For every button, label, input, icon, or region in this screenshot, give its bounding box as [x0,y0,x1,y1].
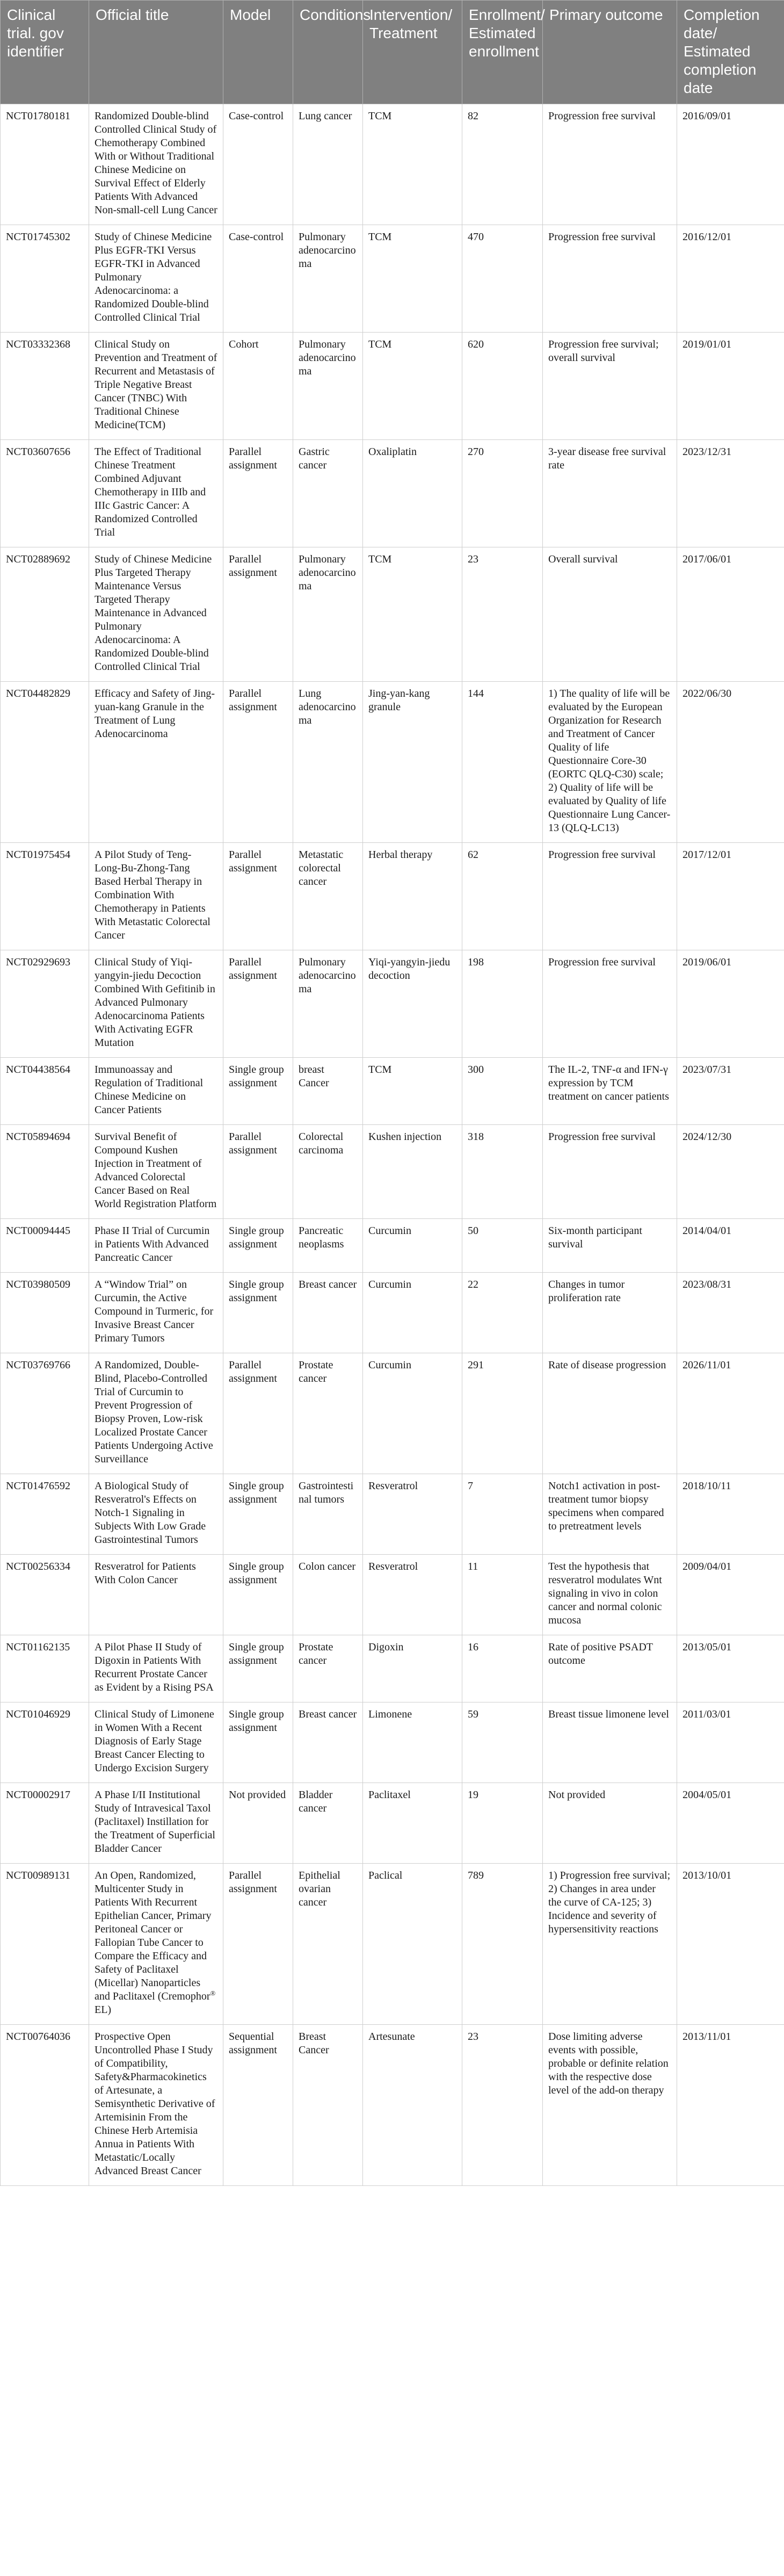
cell-intervention: TCM [363,1058,462,1125]
cell-completion-date: 2016/09/01 [677,104,784,225]
cell-condition: Gastrointestinal tumors [293,1474,363,1555]
cell-identifier: NCT00989131 [1,1864,89,2025]
table-row [1,1555,784,1635]
cell-identifier: NCT01046929 [1,1702,89,1783]
cell-completion-date: 2013/10/01 [677,1864,784,2025]
cell-condition: Epithelial ovarian cancer [293,1864,363,2025]
cell-enrollment: 7 [462,1474,543,1555]
cell-primary-outcome: Changes in tumor proliferation rate [543,1273,677,1353]
table-row [1,682,784,843]
table-row [1,1353,784,1474]
table-row [1,1219,784,1273]
cell-condition: Prostate cancer [293,1353,363,1474]
cell-model: Not provided [223,1783,293,1864]
cell-primary-outcome: Rate of disease progression [543,1353,677,1474]
cell-intervention: Resveratrol [363,1555,462,1635]
cell-model: Parallel assignment [223,1125,293,1219]
cell-enrollment: 291 [462,1353,543,1474]
cell-condition: Breast Cancer [293,2025,363,2186]
cell-completion-date: 2013/05/01 [677,1635,784,1702]
cell-primary-outcome: Progression free survival [543,1125,677,1219]
cell-enrollment: 82 [462,104,543,225]
cell-identifier: NCT03769766 [1,1353,89,1474]
cell-enrollment: 198 [462,950,543,1058]
cell-enrollment: 50 [462,1219,543,1273]
cell-enrollment: 22 [462,1273,543,1353]
cell-identifier: NCT01780181 [1,104,89,225]
cell-model: Parallel assignment [223,547,293,682]
cell-primary-outcome: 1) Progression free survival; 2) Changes in area under the curve of CA-125; 3) Incidence and severity of hypersensitivity reactions [543,1864,677,2025]
cell-completion-date: 2017/06/01 [677,547,784,682]
cell-enrollment: 62 [462,843,543,950]
header-official-title: Official title [89,1,223,104]
cell-primary-outcome: Overall survival [543,547,677,682]
table-row [1,1474,784,1555]
cell-completion-date: 2017/12/01 [677,843,784,950]
table-row [1,225,784,333]
cell-condition: Pancreatic neoplasms [293,1219,363,1273]
cell-official-title: Resveratrol for Patients With Colon Cancer [89,1555,223,1635]
cell-official-title: Efficacy and Safety of Jing-yuan-kang Granule in the Treatment of Lung Adenocarcinoma [89,682,223,843]
cell-intervention: Resveratrol [363,1474,462,1555]
cell-intervention: Yiqi-yangyin-jiedu decoction [363,950,462,1058]
cell-identifier: NCT03332368 [1,333,89,440]
header-intervention: Intervention/ Treatment [363,1,462,104]
cell-enrollment: 16 [462,1635,543,1702]
table-row [1,440,784,547]
cell-enrollment: 19 [462,1783,543,1864]
cell-identifier: NCT02929693 [1,950,89,1058]
cell-condition: Lung cancer [293,104,363,225]
cell-model: Single group assignment [223,1273,293,1353]
cell-intervention: TCM [363,225,462,333]
cell-primary-outcome: Six-month participant survival [543,1219,677,1273]
cell-completion-date: 2023/08/31 [677,1273,784,1353]
cell-model: Single group assignment [223,1474,293,1555]
cell-condition: Colon cancer [293,1555,363,1635]
cell-official-title: The Effect of Traditional Chinese Treatment Combined Adjuvant Chemotherapy in IIIb and IIIc Gastric Cancer: A Randomized Controlled Trial [89,440,223,547]
cell-intervention: Paclical [363,1864,462,2025]
cell-enrollment: 470 [462,225,543,333]
cell-identifier: NCT01975454 [1,843,89,950]
cell-primary-outcome: Test the hypothesis that resveratrol modulates Wnt signaling in vivo in colon cancer and normal colonic mucosa [543,1555,677,1635]
cell-identifier: NCT01476592 [1,1474,89,1555]
cell-model: Case-control [223,104,293,225]
cell-official-title: Study of Chinese Medicine Plus EGFR-TKI Versus EGFR-TKI in Advanced Pulmonary Adenocarcinoma: a Randomized Double-blind Controlled Clinical Trial [89,225,223,333]
cell-official-title: A Biological Study of Resveratrol's Effects on Notch-1 Signaling in Subjects With Low Grade Gastrointestinal Tumors [89,1474,223,1555]
table-row [1,1783,784,1864]
cell-model: Case-control [223,225,293,333]
cell-completion-date: 2018/10/11 [677,1474,784,1555]
cell-official-title: Study of Chinese Medicine Plus Targeted Therapy Maintenance Versus Targeted Therapy Maintenance in Advanced Pulmonary Adenocarcinoma: A Randomized Double-blind Controlled Clinical Trial [89,547,223,682]
cell-enrollment: 318 [462,1125,543,1219]
cell-official-title: A Pilot Study of Teng-Long-Bu-Zhong-Tang Based Herbal Therapy in Combination With Chemotherapy in Patients With Metastatic Colorectal Cancer [89,843,223,950]
cell-condition: Breast cancer [293,1273,363,1353]
cell-enrollment: 300 [462,1058,543,1125]
table-body [1,104,784,2186]
cell-primary-outcome: Progression free survival [543,950,677,1058]
cell-primary-outcome: Progression free survival [543,225,677,333]
cell-condition: Bladder cancer [293,1783,363,1864]
cell-primary-outcome: Progression free survival; overall survival [543,333,677,440]
header-conditions: Conditions [293,1,363,104]
cell-official-title: A Phase I/II Institutional Study of Intravesical Taxol (Paclitaxel) Instillation for the Treatment of Superficial Bladder Cancer [89,1783,223,1864]
cell-primary-outcome: Progression free survival [543,104,677,225]
cell-enrollment: 59 [462,1702,543,1783]
cell-identifier: NCT04482829 [1,682,89,843]
table-row [1,1702,784,1783]
header-primary-outcome: Primary outcome [543,1,677,104]
cell-official-title: Survival Benefit of Compound Kushen Injection in Treatment of Advanced Colorectal Cancer Based on Real World Registration Platform [89,1125,223,1219]
cell-completion-date: 2013/11/01 [677,2025,784,2186]
cell-model: Parallel assignment [223,950,293,1058]
cell-intervention: Oxaliplatin [363,440,462,547]
cell-condition: Pulmonary adenocarcinoma [293,950,363,1058]
cell-intervention: Jing-yan-kang granule [363,682,462,843]
cell-intervention: Curcumin [363,1273,462,1353]
cell-model: Single group assignment [223,1635,293,1702]
cell-condition: Pulmonary adenocarcinoma [293,547,363,682]
cell-enrollment: 11 [462,1555,543,1635]
cell-identifier: NCT04438564 [1,1058,89,1125]
cell-model: Single group assignment [223,1058,293,1125]
header-enrollment: Enrollment/ Estimated enrollment [462,1,543,104]
cell-condition: Pulmonary adenocarcinoma [293,225,363,333]
cell-intervention: Curcumin [363,1353,462,1474]
cell-model: Sequential assignment [223,2025,293,2186]
cell-completion-date: 2026/11/01 [677,1353,784,1474]
cell-enrollment: 23 [462,2025,543,2186]
cell-completion-date: 2009/04/01 [677,1555,784,1635]
cell-primary-outcome: 3-year disease free survival rate [543,440,677,547]
cell-model: Single group assignment [223,1555,293,1635]
cell-completion-date: 2023/07/31 [677,1058,784,1125]
cell-official-title: Clinical Study of Limonene in Women With a Recent Diagnosis of Early Stage Breast Cancer Electing to Undergo Excision Surgery [89,1702,223,1783]
cell-completion-date: 2011/03/01 [677,1702,784,1783]
table-row [1,104,784,225]
cell-condition: Gastric cancer [293,440,363,547]
cell-condition: Breast cancer [293,1702,363,1783]
table-header [1,1,784,104]
cell-primary-outcome: Breast tissue limonene level [543,1702,677,1783]
cell-completion-date: 2019/01/01 [677,333,784,440]
cell-primary-outcome: 1) The quality of life will be evaluated by the European Organization for Research and Treatment of Cancer Quality of life Questionnaire Core-30 (EORTC QLQ-C30) scale; 2) Quality of life will be evaluated by Quality of life Questionnaire Lung Cancer-13 (QLQ-LC13) [543,682,677,843]
cell-primary-outcome: Notch1 activation in post-treatment tumor biopsy specimens when compared to pretreatment levels [543,1474,677,1555]
cell-official-title: A Randomized, Double-Blind, Placebo-Controlled Trial of Curcumin to Prevent Progression of Biopsy Proven, Low-risk Localized Prostate Cancer Patients Undergoing Active Surveillance [89,1353,223,1474]
cell-model: Parallel assignment [223,1864,293,2025]
cell-identifier: NCT00256334 [1,1555,89,1635]
header-row [1,1,784,104]
cell-official-title [89,1864,223,2025]
cell-official-title: Clinical Study on Prevention and Treatment of Recurrent and Metastasis of Triple Negative Breast Cancer (TNBC) With Traditional Chinese Medicine(TCM) [89,333,223,440]
cell-identifier: NCT01162135 [1,1635,89,1702]
cell-intervention: Limonene [363,1702,462,1783]
cell-identifier: NCT00764036 [1,2025,89,2186]
registered-mark: ® [210,1989,216,1997]
cell-enrollment: 789 [462,1864,543,2025]
cell-intervention: Curcumin [363,1219,462,1273]
cell-enrollment: 144 [462,682,543,843]
cell-intervention: Kushen injection [363,1125,462,1219]
cell-intervention: Herbal therapy [363,843,462,950]
cell-identifier: NCT05894694 [1,1125,89,1219]
cell-model: Parallel assignment [223,682,293,843]
cell-completion-date: 2019/06/01 [677,950,784,1058]
cell-condition: Metastatic colorectal cancer [293,843,363,950]
cell-completion-date: 2023/12/31 [677,440,784,547]
cell-official-title: Randomized Double-blind Controlled Clinical Study of Chemotherapy Combined With or Without Traditional Chinese Medicine on Survival Effect of Elderly Patients With Advanced Non-small-cell Lung Cancer [89,104,223,225]
cell-enrollment: 620 [462,333,543,440]
cell-completion-date: 2016/12/01 [677,225,784,333]
cell-enrollment: 23 [462,547,543,682]
cell-official-title: A “Window Trial” on Curcumin, the Active Compound in Turmeric, for Invasive Breast Cancer Primary Tumors [89,1273,223,1353]
cell-model: Parallel assignment [223,1353,293,1474]
cell-intervention: Digoxin [363,1635,462,1702]
cell-enrollment: 270 [462,440,543,547]
cell-official-title: Immunoassay and Regulation of Traditional Chinese Medicine on Cancer Patients [89,1058,223,1125]
cell-identifier: NCT01745302 [1,225,89,333]
table-row [1,1273,784,1353]
cell-identifier: NCT00002917 [1,1783,89,1864]
cell-condition: Colorectal carcinoma [293,1125,363,1219]
table-row [1,1125,784,1219]
header-identifier: Clinical trial. gov identifier [1,1,89,104]
cell-primary-outcome: Not provided [543,1783,677,1864]
cell-completion-date: 2022/06/30 [677,682,784,843]
cell-intervention: TCM [363,333,462,440]
table-row [1,2025,784,2186]
table-row [1,1864,784,2025]
cell-model: Cohort [223,333,293,440]
cell-intervention: TCM [363,547,462,682]
table-row [1,333,784,440]
table-row [1,547,784,682]
cell-intervention: TCM [363,104,462,225]
cell-primary-outcome: The IL-2, TNF-α and IFN-γ expression by TCM treatment on cancer patients [543,1058,677,1125]
table-row [1,1058,784,1125]
title-text: An Open, Randomized, Multicenter Study in Patients With Recurrent Epithelian Cancer, Primary Peritoneal Cancer or Fallopian Tube Cancer to Compare the Efficacy and Safety of Paclitaxel (Micellar) Nanoparticles and Paclitaxel (Cremophor [95,1870,212,2002]
table-row [1,950,784,1058]
cell-primary-outcome: Dose limiting adverse events with possible, probable or definite relation with the respective dose level of the add-on therapy [543,2025,677,2186]
cell-identifier: NCT02889692 [1,547,89,682]
cell-intervention: Artesunate [363,2025,462,2186]
cell-condition: Lung adenocarcinoma [293,682,363,843]
cell-condition: Pulmonary adenocarcinoma [293,333,363,440]
cell-intervention: Paclitaxel [363,1783,462,1864]
header-completion-date: Completion date/ Estimated completion date [677,1,784,104]
cell-official-title: Phase II Trial of Curcumin in Patients With Advanced Pancreatic Cancer [89,1219,223,1273]
cell-completion-date: 2014/04/01 [677,1219,784,1273]
cell-official-title: A Pilot Phase II Study of Digoxin in Patients With Recurrent Prostate Cancer as Evident by a Rising PSA [89,1635,223,1702]
cell-identifier: NCT00094445 [1,1219,89,1273]
cell-model: Parallel assignment [223,843,293,950]
cell-primary-outcome: Progression free survival [543,843,677,950]
table-row [1,843,784,950]
cell-official-title: Clinical Study of Yiqi-yangyin-jiedu Decoction Combined With Gefitinib in Advanced Pulmonary Adenocarcinoma Patients With Activating EGFR Mutation [89,950,223,1058]
cell-primary-outcome: Rate of positive PSADT outcome [543,1635,677,1702]
cell-identifier: NCT03607656 [1,440,89,547]
title-text-end: EL) [95,2004,112,2016]
table-row [1,1635,784,1702]
header-model: Model [223,1,293,104]
cell-condition: breast Cancer [293,1058,363,1125]
cell-condition: Prostate cancer [293,1635,363,1702]
cell-completion-date: 2004/05/01 [677,1783,784,1864]
cell-model: Single group assignment [223,1219,293,1273]
cell-model: Single group assignment [223,1702,293,1783]
cell-model: Parallel assignment [223,440,293,547]
cell-identifier: NCT03980509 [1,1273,89,1353]
cell-completion-date: 2024/12/30 [677,1125,784,1219]
cell-official-title: Prospective Open Uncontrolled Phase I Study of Compatibility, Safety&Pharmacokinetics of Artesunate, a Semisynthetic Derivative of Artemisinin From the Chinese Herb Artemisia Annua in Patients With Metastatic/Locally Advanced Breast Cancer [89,2025,223,2186]
